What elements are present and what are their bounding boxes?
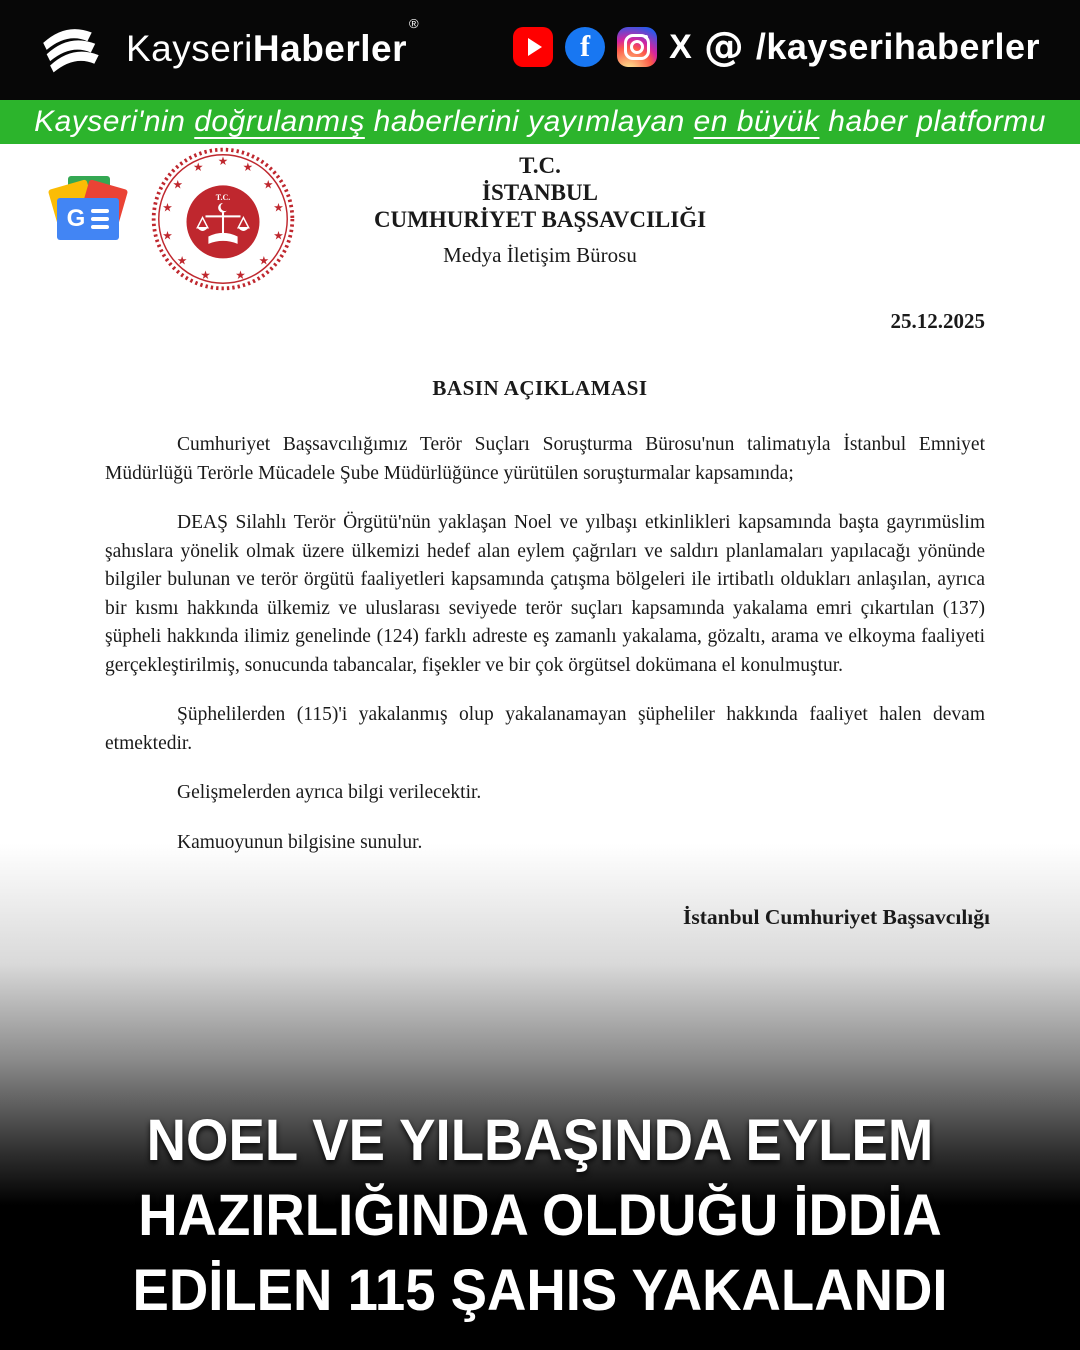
document-body [105, 431, 985, 857]
instagram-icon[interactable] [617, 27, 657, 67]
svg-text:★: ★ [217, 153, 229, 168]
paragraph: DEAŞ Silahlı Terör Örgütü'nün yaklaşan Noel ve yılbaşı etkinlikleri kapsamında başta gayrımüslim şahıslara yönelik olmak üzere ülkemizi hedef alan eylem çağrıları ve saldırı planlamaları yapılacağı yönünde bilgiler bulunan ve terör örgütü faaliyetleri kapsamında çatışma bölgeleri ile irtibatlı oldukları anlaşılan, ayrıca bir kısmı hakkında ülkemiz ve uluslarası seviyede terör suçları kapsamında yakalama emri çıkartılan (137) şüpheli hakkında ilimiz genelinde (124) farklı adreste eş zamanlı yakalama, gözaltı, arama ve elkoyma faaliyeti gerçekleştirilmiş, sonucunda tabancalar, fişekler ve bir çok örgütsel dokümana el konulmuştur. [105, 512, 985, 676]
x-icon[interactable]: X [669, 27, 692, 66]
paragraph: Gelişmelerden ayrıca bilgi verilecektir. [177, 782, 482, 803]
svg-text:★: ★ [258, 253, 270, 268]
facebook-icon[interactable]: f [565, 27, 605, 67]
tagline-word: Kayseri'nin [34, 105, 195, 138]
emblem-tc-text: T.C. [215, 193, 231, 203]
top-header-bar [0, 0, 1080, 100]
brand-name: KayseriHaberler® [126, 16, 420, 69]
paragraph: Şüphelilerden (115)'i yakalanmış olup yakalanamayan şüpheliler hakkında faaliyet halen devam etmektedir. [105, 704, 985, 754]
social-links-row [513, 26, 1040, 68]
youtube-icon[interactable] [513, 27, 553, 67]
letterhead-bureau: Medya İletişim Bürosu [443, 243, 637, 267]
social-handle[interactable]: /kayserihaberler [755, 26, 1040, 67]
news-headline [32, 1103, 1047, 1328]
svg-text:★: ★ [242, 159, 254, 174]
tagline-underlined-word: doğrulanmış [194, 105, 365, 138]
threads-icon[interactable]: @ [703, 24, 744, 70]
prosecutor-emblem [150, 146, 296, 297]
letterhead-line3: CUMHURİYET BAŞSAVCILIĞI [373, 207, 707, 232]
headline-line: NOEL VE YILBAŞINDA EYLEM [146, 1108, 934, 1173]
svg-text:★: ★ [172, 177, 183, 192]
tagline-word: haber platformu [819, 105, 1046, 138]
paragraph: Cumhuriyet Başsavcılığımız Terör Suçları Soruşturma Bürosu'nun talimatıyla İstanbul Emniyet Müdürlüğü Terörle Mücadele Şube Müdürlüğünce yürütülen soruşturmalar kapsamında; [105, 434, 985, 484]
tagline-underlined-word: en büyük [693, 105, 820, 138]
headline-line: HAZIRLIĞINDA OLDUĞU İDDİA [138, 1183, 942, 1248]
svg-text:★: ★ [162, 200, 173, 215]
letterhead-line2: İSTANBUL [482, 180, 598, 205]
document-signature: İstanbul Cumhuriyet Başsavcılığı [682, 905, 990, 929]
svg-text:★: ★ [176, 253, 188, 268]
document-date: 25.12.2025 [890, 309, 985, 333]
headline-line: EDİLEN 115 ŞAHIS YAKALANDI [132, 1258, 948, 1323]
brand-logo [38, 16, 420, 80]
letterhead-line1: T.C. [519, 153, 561, 178]
brand-book-icon [38, 18, 116, 80]
svg-text:★: ★ [162, 228, 173, 243]
tagline-word: haberlerini yayımlayan [364, 105, 694, 138]
svg-text:★: ★ [273, 228, 284, 243]
paragraph: Kamuoyunun bilgisine sunulur. [177, 831, 423, 853]
registered-mark: ® [409, 16, 420, 31]
svg-text:★: ★ [235, 267, 246, 282]
svg-text:★: ★ [192, 159, 204, 174]
document-title: BASIN AÇIKLAMASI [432, 376, 648, 400]
tagline-text [34, 105, 1046, 139]
svg-text:★: ★ [273, 200, 284, 215]
tagline-banner [0, 100, 1080, 144]
svg-text:★: ★ [200, 267, 211, 282]
google-news-icon[interactable]: G [52, 176, 124, 248]
svg-text:★: ★ [263, 177, 274, 192]
